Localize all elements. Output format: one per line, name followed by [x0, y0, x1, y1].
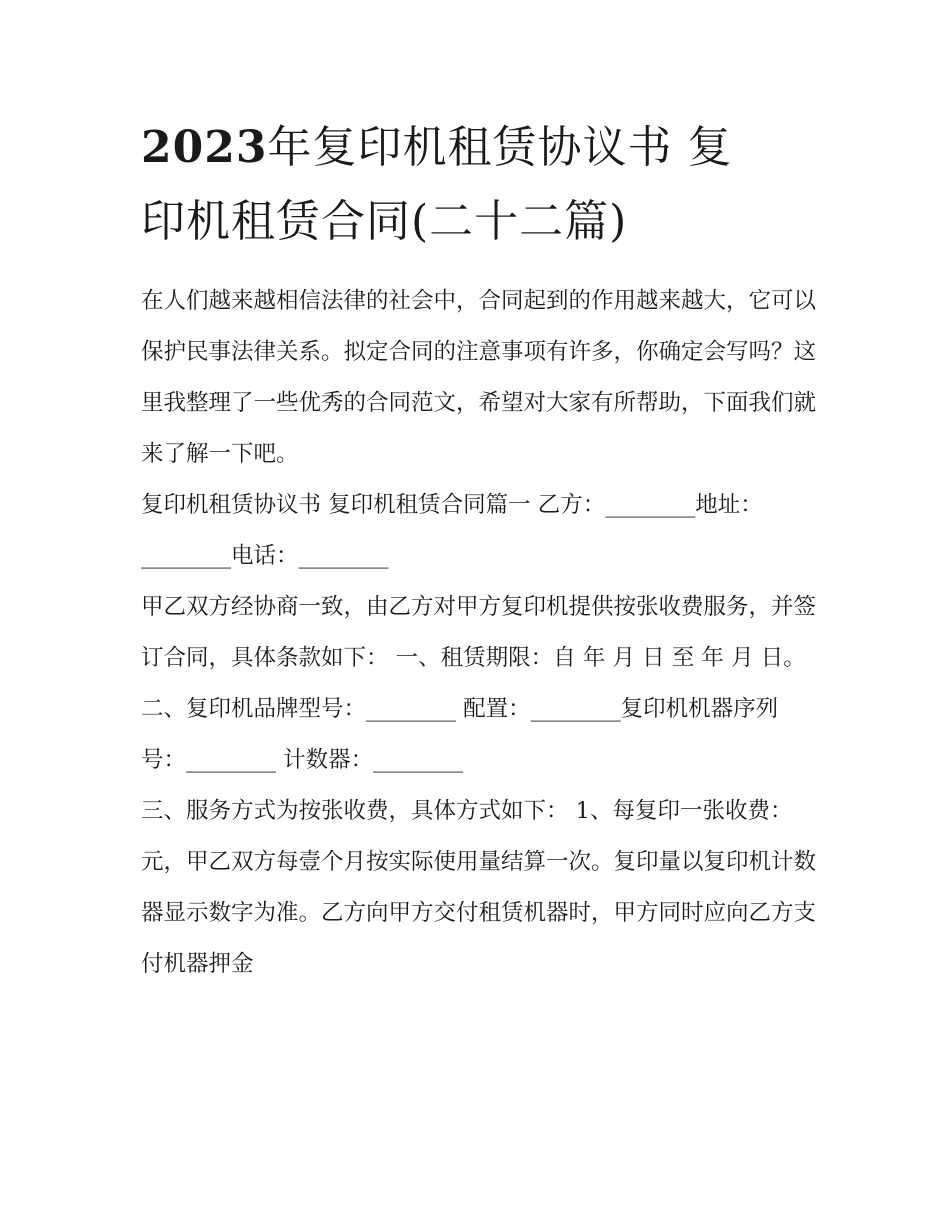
service-method-paragraph: 三、服务方式为按张收费，具体方式如下： 1、每复印一张收费： — [141, 798, 793, 824]
title-year: 2023 — [141, 122, 268, 173]
document-title — [141, 118, 821, 252]
title-line1: 年复印机租赁协议书 复 — [267, 122, 733, 173]
intro-paragraph: 在人们越来越相信法律的社会中，合同起到的作用越来越大，它可以保护民事法律关系。拟定合同的注意事项有许多，你确定会写吗？这里我整理了一些优秀的合同范文，希望对大家有所帮助，下面我们就来了解一下吧。 — [141, 288, 817, 467]
title-line2: 印机租赁合同(二十二篇) — [141, 196, 628, 247]
document-body — [141, 276, 821, 990]
copier-model-paragraph: 二、复印机品牌型号：________ 配置：________复印机机器序列号：________ 计数器：________ — [141, 696, 779, 773]
document-page — [141, 118, 821, 990]
settlement-paragraph: 元，甲乙双方每壹个月按实际使用量结算一次。复印量以复印机计数器显示数字为准。乙方向甲方交付租赁机器时，甲方同时应向乙方支付机器押金 — [141, 849, 817, 977]
parties-paragraph: 复印机租赁协议书 复印机租赁合同篇一 乙方：________地址：________电话：________ — [141, 492, 763, 569]
lease-term-paragraph: 甲乙双方经协商一致，由乙方对甲方复印机提供按张收费服务，并签订合同，具体条款如下： 一、租赁期限：自 年 月 日 至 年 月 日。 — [141, 594, 817, 671]
